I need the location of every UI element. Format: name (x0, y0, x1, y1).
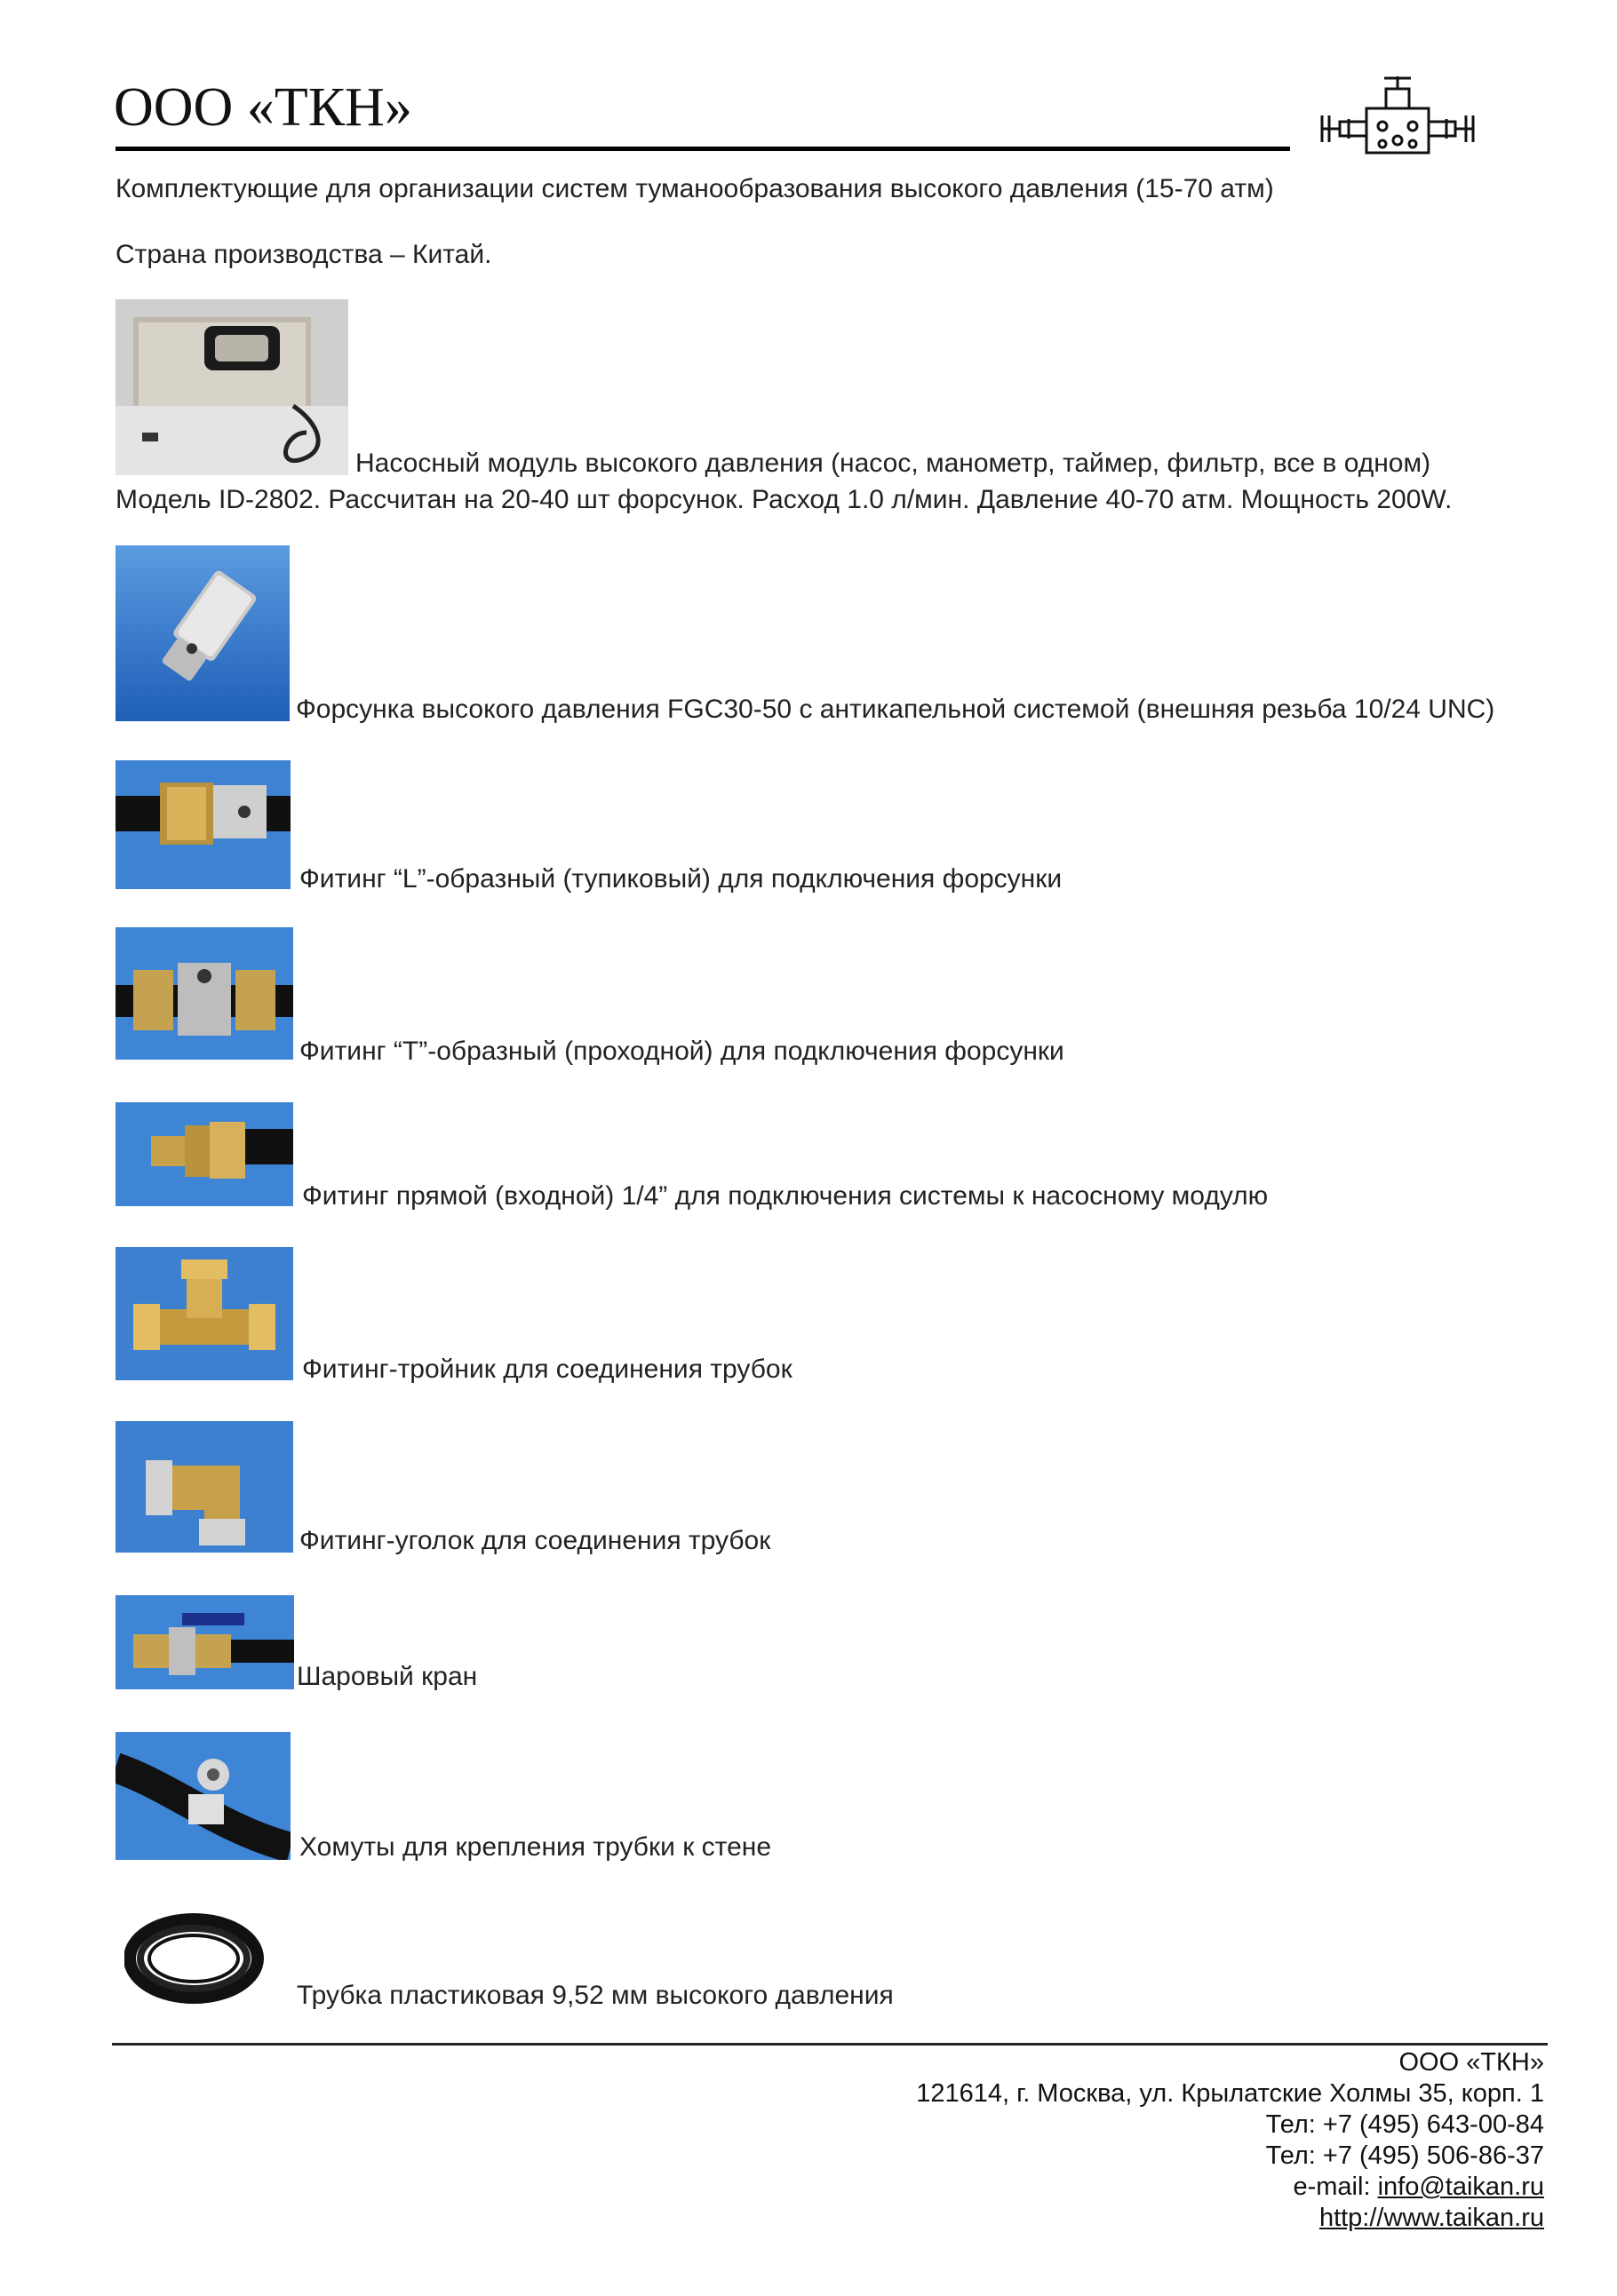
item-text-t-fitting: Фитинг “Т”-образный (проходной) для подключения форсунки (299, 1037, 1064, 1066)
item-text-tube: Трубка пластиковая 9,52 мм высокого давления (297, 1981, 894, 2010)
l-fitting-photo (116, 760, 291, 889)
item-text-straight-fitting: Фитинг прямой (входной) 1/4” для подключения системы к насосному модулю (302, 1181, 1269, 1211)
clamps-photo (116, 1732, 291, 1860)
elbow-fitting-photo (116, 1421, 293, 1553)
item-text-l-fitting: Фитинг “L”-образный (тупиковый) для подключения форсунки (299, 864, 1063, 894)
valve-manifold-logo (1313, 73, 1482, 171)
footer-phone-1: Тел: +7 (495) 643-00-84 (1265, 2110, 1544, 2139)
item-text-ball-valve: Шаровый кран (297, 1662, 478, 1691)
tee-fitting-photo (116, 1247, 293, 1380)
item-text-elbow-fitting: Фитинг-уголок для соединения трубок (299, 1526, 771, 1555)
footer-divider (112, 2043, 1548, 2046)
footer-website-line (916, 2203, 1544, 2234)
page-subtitle: Комплектующие для организации систем туманообразования высокого давления (15-70 атм) (116, 174, 1274, 203)
nozzle-photo (116, 545, 290, 721)
footer-contacts (916, 2047, 1544, 2234)
t-fitting-photo (116, 927, 293, 1060)
pump-module-photo (116, 299, 348, 475)
footer-email-label: e-mail: (1293, 2173, 1378, 2201)
item-text-pump-module: Насосный модуль высокого давления (насос, манометр, таймер, фильтр, все в одном) (355, 449, 1431, 478)
footer-address: 121614, г. Москва, ул. Крылатские Холмы 35, корп. 1 (916, 2079, 1544, 2108)
item-text-pump-module-specs: Модель ID-2802. Рассчитан на 20-40 шт форсунок. Расход 1.0 л/мин. Давление 40-70 атм. Мощность 200W. (116, 485, 1453, 514)
ball-valve-photo (116, 1595, 294, 1689)
item-text-nozzle: Форсунка высокого давления FGC30-50 с антикапельной системой (внешняя резьба 10/24 UNC) (296, 695, 1495, 724)
footer-email-line (916, 2172, 1544, 2203)
item-text-clamps: Хомуты для крепления трубки к стене (299, 1832, 772, 1862)
straight-fitting-photo (116, 1102, 293, 1206)
footer-phone-2: Тел: +7 (495) 506-86-37 (1265, 2141, 1544, 2170)
company-title: ООО «ТКН» (114, 77, 412, 138)
footer-email-link[interactable]: info@taikan.ru (1377, 2173, 1544, 2201)
tube-coil-photo (124, 1910, 267, 2007)
item-text-tee-fitting: Фитинг-тройник для соединения трубок (302, 1355, 793, 1384)
footer-company: ООО «ТКН» (1398, 2048, 1544, 2077)
footer-website-link[interactable]: http://www.taikan.ru (1318, 2204, 1544, 2232)
header-divider (116, 147, 1290, 151)
country-of-origin: Страна производства – Китай. (116, 240, 492, 269)
